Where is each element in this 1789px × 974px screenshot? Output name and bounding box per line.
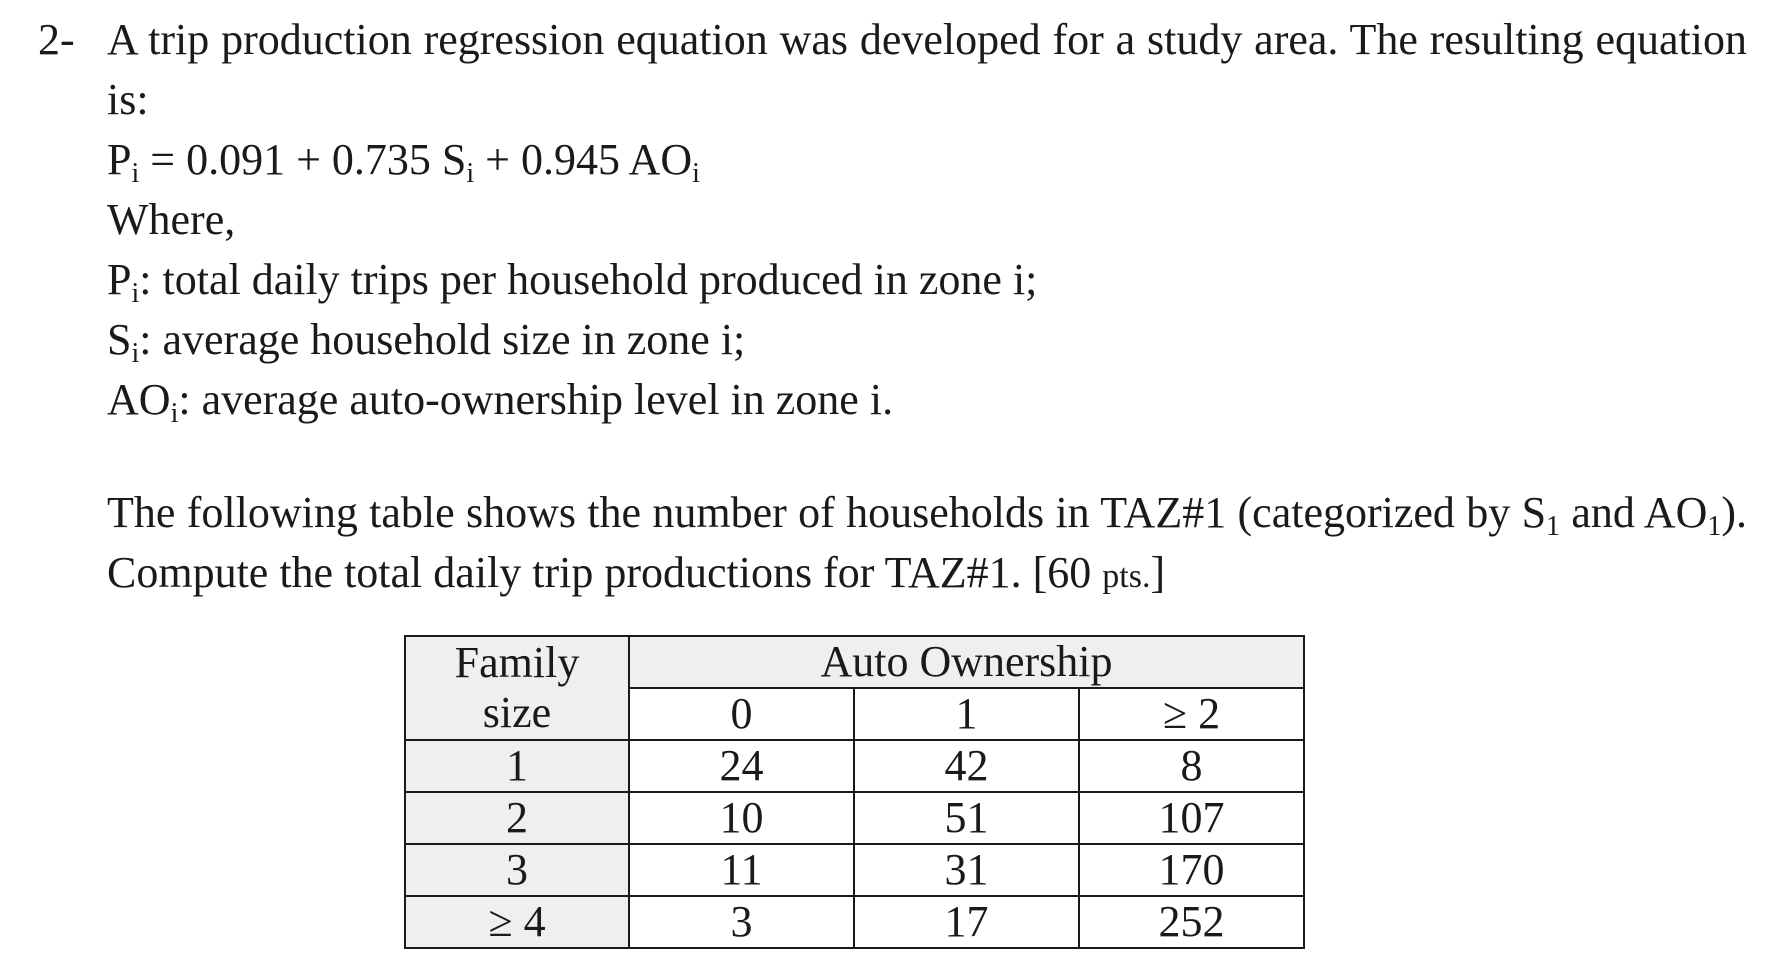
table-cell: 3 <box>629 896 854 948</box>
row-label: 2 <box>405 792 629 844</box>
table-row <box>405 792 1304 844</box>
task-text-1: The following table shows the number of households in TAZ#1 (categorized by S <box>107 488 1547 537</box>
definition-text: : total daily trips per household produced in zone i; <box>139 255 1038 304</box>
definition-symbol: S <box>107 315 132 364</box>
task-subscript-2: 1 <box>1707 511 1722 542</box>
equation-part-1: = 0.091 + 0.735 S <box>139 135 467 184</box>
definition-symbol: P <box>107 255 132 304</box>
family-size-header-line-2: size <box>482 688 552 737</box>
equation-part-2: + 0.945 AO <box>474 135 693 184</box>
definition-ao <box>107 370 893 430</box>
task-text-3: ). Compute the total daily trip productions for TAZ#1. [60 <box>107 488 1748 597</box>
equation-s-subscript: i <box>466 158 475 189</box>
equation-ao-subscript: i <box>692 158 700 189</box>
table-cell: 8 <box>1079 740 1304 792</box>
regression-equation <box>107 130 700 190</box>
definition-s <box>107 310 745 370</box>
definition-subscript: i <box>170 398 179 429</box>
task-paragraph <box>107 483 1747 607</box>
table-cell: 10 <box>629 792 854 844</box>
definition-p <box>107 250 1037 310</box>
question-number: 2- <box>38 15 75 64</box>
table-cell: 107 <box>1079 792 1304 844</box>
table-row <box>405 896 1304 948</box>
column-header: ≥ 2 <box>1079 688 1304 740</box>
equation-lhs: P <box>107 135 132 184</box>
table-row <box>405 844 1304 896</box>
table-cell: 24 <box>629 740 854 792</box>
table-cell: 31 <box>854 844 1079 896</box>
definition-text: : average household size in zone i; <box>139 315 746 364</box>
column-header: 1 <box>854 688 1079 740</box>
definition-text: : average auto-ownership level in zone i. <box>178 375 894 424</box>
family-size-header-line-1: Family <box>454 638 580 687</box>
table-cell: 252 <box>1079 896 1304 948</box>
row-label: 3 <box>405 844 629 896</box>
row-label: 1 <box>405 740 629 792</box>
row-label: ≥ 4 <box>405 896 629 948</box>
definition-subscript: i <box>131 278 140 309</box>
where-label: Where, <box>107 195 236 244</box>
table-cell: 170 <box>1079 844 1304 896</box>
task-text-4: ] <box>1150 548 1166 597</box>
definition-symbol: AO <box>107 375 171 424</box>
table-cell: 51 <box>854 792 1079 844</box>
task-points-unit: pts. <box>1102 558 1151 595</box>
table-cell: 11 <box>629 844 854 896</box>
task-subscript-1: 1 <box>1546 511 1561 542</box>
equation-lhs-subscript: i <box>131 158 140 189</box>
task-text-2: and AO <box>1560 488 1708 537</box>
table-cell: 42 <box>854 740 1079 792</box>
family-size-header <box>405 636 629 740</box>
definition-subscript: i <box>131 338 140 369</box>
table-cell: 17 <box>854 896 1079 948</box>
auto-ownership-header: Auto Ownership <box>629 636 1304 688</box>
table-row <box>405 740 1304 792</box>
question-intro: A trip production regression equation was developed for a study area. The resulting equation is: <box>107 15 1747 124</box>
table-header-row <box>405 636 1304 688</box>
households-table <box>404 635 1305 949</box>
column-header: 0 <box>629 688 854 740</box>
